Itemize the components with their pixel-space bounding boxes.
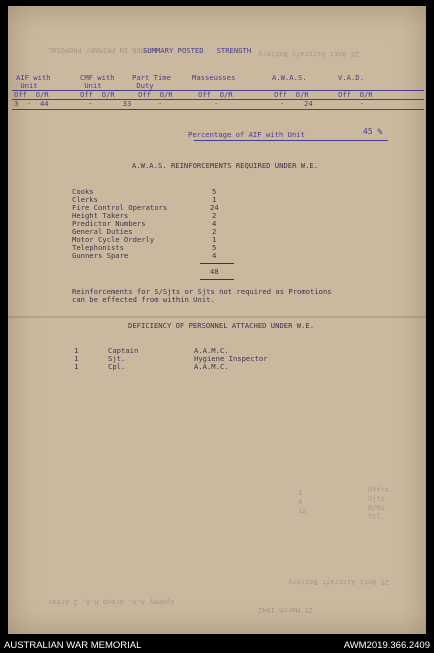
list-item-role: Predictor Numbers (72, 219, 146, 228)
bleed-through: Sydney A.A. Group H.Q. 2 Areas (48, 598, 175, 606)
list-item-role: Clerks (72, 195, 98, 204)
deficiency-unit: A.A.M.C. (194, 346, 229, 355)
list-item-role: Fire Control Operators (72, 203, 168, 212)
deficiency-rank: Cpl. (108, 362, 126, 371)
list-item-count: 2 (212, 211, 217, 220)
col-awas: A.W.A.S. (272, 73, 307, 82)
list-item-count: 1 (212, 195, 217, 204)
bleed-through: 25 Anti Aircraft Battery (258, 50, 360, 58)
val-awas-off: - (280, 99, 285, 108)
section-deficiency-title: DEFICIENCY OF PERSONNEL ATTACHED UNDER W.E. (128, 321, 315, 330)
val-cmf: - 33 (88, 99, 132, 108)
val-aif: 3 - 44 (14, 99, 49, 108)
sub-mass: Off O/R (198, 90, 233, 99)
bleed-through: 1 4 12 (298, 489, 307, 515)
percentage-label: Percentage of AIF with Unit (188, 130, 305, 139)
deficiency-count: 1 (74, 346, 79, 355)
list-item-count: 2 (212, 227, 217, 236)
sub-part: Off O/R (138, 90, 173, 99)
deficiency-count: 1 (74, 362, 79, 371)
list-item-count: 4 (212, 219, 217, 228)
list-item-role: General Duties (72, 227, 133, 236)
list-item-role: Cooks (72, 187, 94, 196)
list-item-count: 1 (212, 235, 217, 244)
bleed-through: Offrs. Sjts O/Rs Ttl. (368, 486, 394, 521)
footer-accession-number: AWM2019.366.2409 (343, 640, 430, 651)
val-awas-or: 24 (304, 99, 313, 108)
fold-line (8, 316, 426, 318)
deficiency-unit: A.A.M.C. (194, 362, 229, 371)
bleed-through: 25 March 1942 (258, 606, 313, 614)
bleed-through: 25 Anti Aircraft Battery (288, 578, 390, 586)
total-rule-bottom (200, 279, 234, 280)
sub-awas: Off O/R (274, 90, 309, 99)
percentage-value: 45 % (363, 127, 383, 136)
sub-cmf: Off O/R (80, 90, 115, 99)
col-aif: AIF with Unit (16, 73, 51, 90)
deficiency-rank: Captain (108, 346, 139, 355)
list-item-count: 5 (212, 187, 217, 196)
footer-bar (0, 636, 434, 653)
list-item-count: 5 (212, 243, 217, 252)
list-item-role: Motor Cycle Orderly (72, 235, 155, 244)
deficiency-unit: Hygiene Inspector (194, 354, 268, 363)
list-item-count: 24 (210, 203, 219, 212)
sub-aif: Off O/R (14, 90, 49, 99)
percentage-underline (194, 140, 388, 141)
total-rule (200, 263, 234, 264)
col-part-time: Part Time Duty (132, 73, 171, 90)
document-page (8, 6, 426, 634)
val-part: - (158, 99, 163, 108)
page-title: SUMMARY POSTED STRENGTH (143, 46, 252, 55)
footer-credit: AUSTRALIAN WAR MEMORIAL (4, 640, 142, 651)
deficiency-count: 1 (74, 354, 79, 363)
bleed-through: SAMMON IN PRIMARY PROPOSAL (48, 46, 158, 54)
list-item-role: Telephonists (72, 243, 124, 252)
list-item-role: Height Takers (72, 211, 129, 220)
col-cmf: CMF with Unit (80, 73, 115, 90)
col-vad: V.A.D. (338, 73, 364, 82)
values-rule (12, 109, 424, 110)
deficiency-rank: Sjt. (108, 354, 126, 363)
section-awas-title: A.W.A.S. REINFORCEMENTS REQUIRED UNDER W.E. (132, 161, 319, 170)
col-masseusses: Masseusses (192, 73, 236, 82)
val-vad: - (360, 99, 365, 108)
val-mass: - (214, 99, 219, 108)
list-item-count: 4 (212, 251, 217, 260)
sub-vad: Off O/R (338, 90, 373, 99)
list-item-role: Gunners Spare (72, 251, 129, 260)
total-value: 48 (210, 267, 219, 276)
promotion-note: Reinforcements for S/Sjts or Sjts not required as Promotions can be effected from within Unit. (72, 287, 332, 304)
